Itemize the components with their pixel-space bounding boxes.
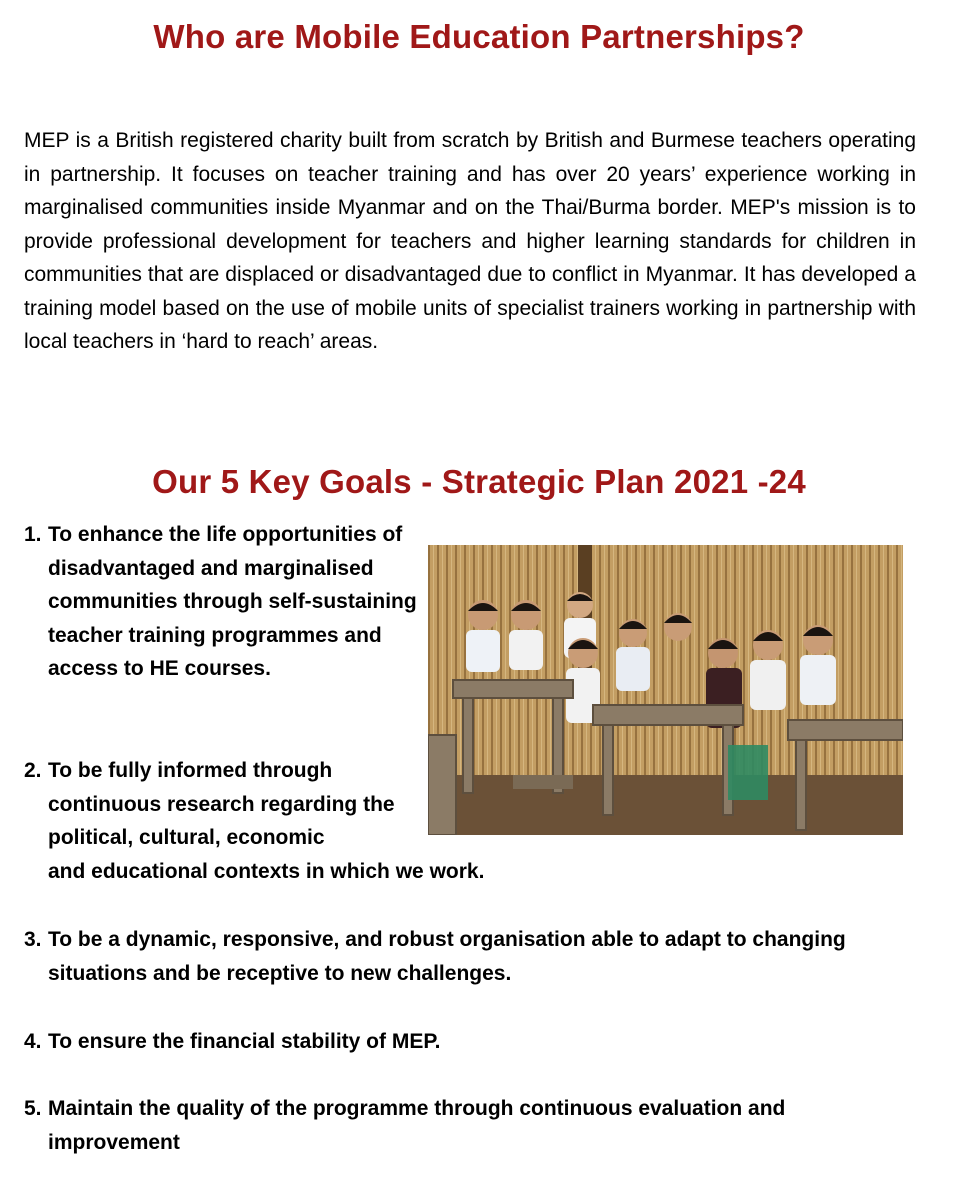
intro-paragraph: MEP is a British registered charity built from scratch by British and Burmese teachers operating in partnership. It focuses on teacher training and has over 20 years’ experience working in marginalised communities inside Myanmar and on the Thai/Burma border. MEP's mission is to provide professional development for teachers and higher learning standards for children in communities that are displaced or disadvantaged due to conflict in Myanmar. It has developed a training model based on the use of mobile units of specialist trainers working in partnership with local teachers in ‘hard to reach’ areas. xyxy=(24,129,916,353)
goal-text: To enhance the life opportunities of disadvantaged and marginalised communities through self-sustaining teacher training programmes and access to HE courses. xyxy=(48,523,417,681)
goal-item-1 xyxy=(24,518,418,686)
classroom-photo xyxy=(428,545,903,835)
goal-item-3 xyxy=(24,923,878,990)
goal-text: To ensure the financial stability of MEP. xyxy=(48,1030,441,1053)
goal-number: 5. xyxy=(24,1097,42,1120)
goal-number: 2. xyxy=(24,759,42,782)
goal-item-5 xyxy=(24,1092,918,1159)
goal-text: To be fully informed through continuous research regarding the political, cultural, economic xyxy=(48,759,395,850)
goal-text: To be a dynamic, responsive, and robust organisation able to adapt to changing situations and be receptive to new challenges. xyxy=(48,928,846,985)
page-title: Who are Mobile Education Partnerships? xyxy=(153,18,805,55)
goal-number: 3. xyxy=(24,928,42,951)
goal-number: 4. xyxy=(24,1030,42,1053)
goal-number: 1. xyxy=(24,523,42,546)
goal-text: Maintain the quality of the programme through continuous evaluation and improvement xyxy=(48,1097,786,1154)
goals-heading: Our 5 Key Goals - Strategic Plan 2021 -24 xyxy=(152,463,806,500)
goal-item-2 xyxy=(24,754,484,888)
goal-text-continued: and educational contexts in which we work. xyxy=(48,859,485,883)
goal-item-4 xyxy=(24,1025,440,1059)
